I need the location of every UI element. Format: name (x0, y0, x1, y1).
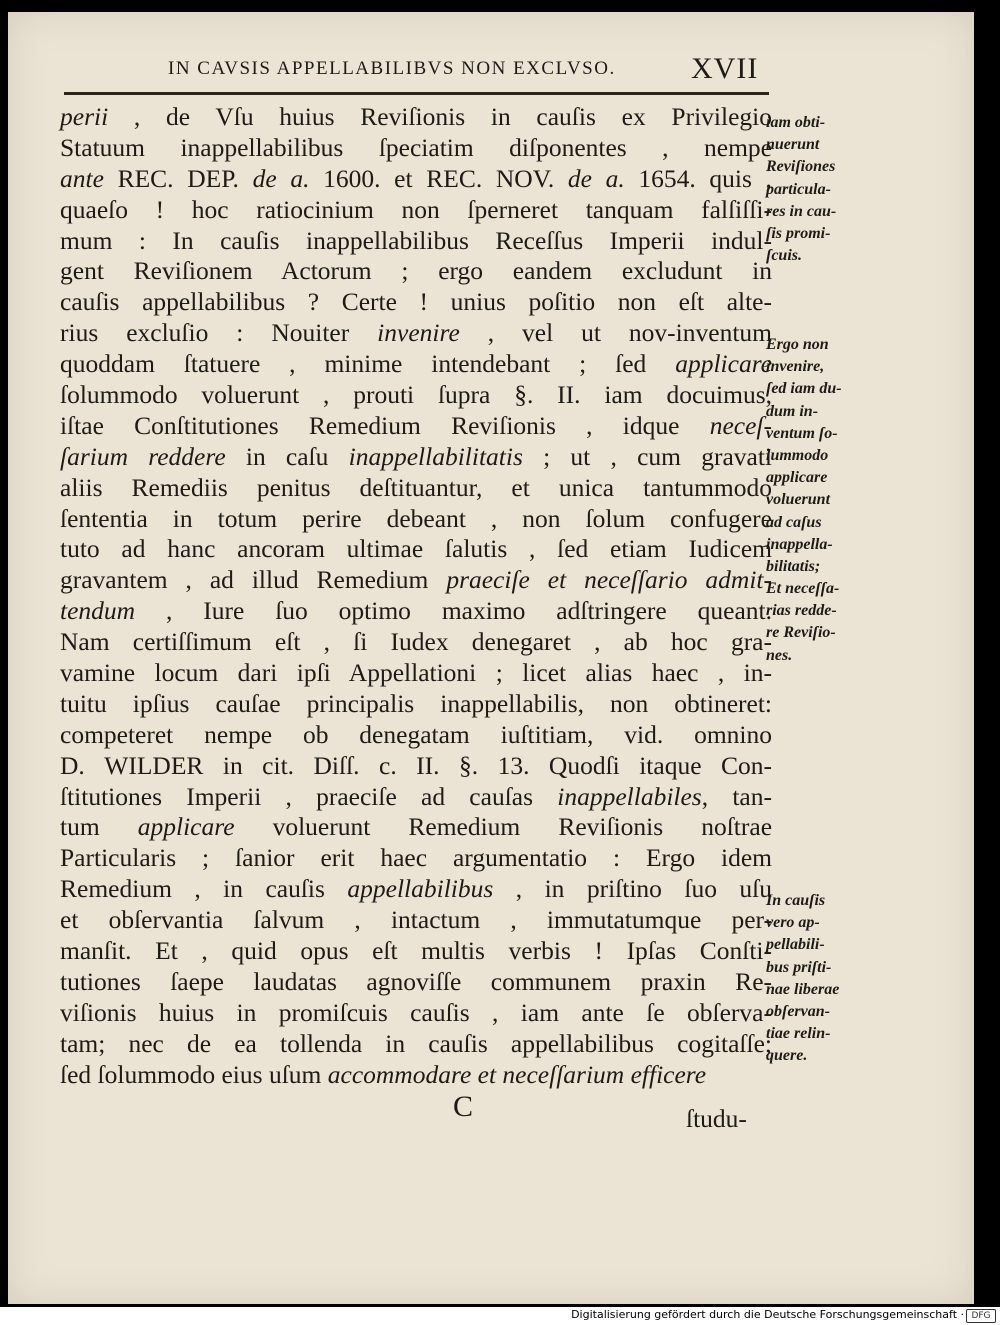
text-run: ſtitutiones Imperii , praeciſe ad cauſas (60, 781, 558, 811)
italic-run: applicare (137, 812, 235, 842)
text-line (60, 411, 772, 442)
text-run: , vel ut nov-inventum (459, 318, 772, 348)
text-run: tuitu ipſius cauſae principalis inappellabilis, non obtineret: (60, 688, 772, 718)
text-line (60, 349, 772, 380)
text-line (60, 226, 772, 257)
text-line (60, 936, 772, 967)
marginal-note-line: nuerunt (766, 136, 820, 154)
marginal-note-line: ſed iam du- (766, 380, 842, 398)
book-page (8, 12, 974, 1304)
text-line (60, 1060, 772, 1091)
text-line (60, 596, 772, 627)
marginal-note-line: lummodo (766, 446, 829, 464)
text-run: WILDER (104, 750, 204, 780)
text-line (60, 658, 772, 689)
text-run: Nam certiſſimum eſt , ſi Iudex denegaret , ab hoc gra- (60, 627, 772, 657)
running-head: IN CAVSIS APPELLABILIBVS NON EXCLVSO. (168, 58, 616, 79)
text-run: , Iure ſuo optimo maximo adſtringere queant. (135, 596, 772, 626)
italic-run: de a. (252, 163, 310, 193)
text-line (60, 905, 772, 936)
text-run: gent Reviſionem Actorum ; ergo eandem excludunt in (60, 256, 772, 286)
text-run: REC. NOV. (426, 163, 568, 193)
text-line (60, 751, 772, 782)
text-run: vamine locum dari ipſi Appellationi ; licet alias haec , in- (60, 658, 772, 688)
text-run: voluerunt Remedium Reviſionis noſtrae (234, 812, 773, 842)
italic-run: de a. (567, 163, 625, 193)
text-run: 1600. et (309, 163, 427, 193)
text-run: , de Vſu huius Reviſionis in cauſis ex Privilegio (108, 102, 772, 131)
marginal-note-line: ad caſus (766, 513, 822, 531)
text-run: , in priſtino ſuo uſu (493, 874, 772, 904)
marginal-note-line: Ergo non (766, 336, 829, 353)
text-line (60, 689, 772, 720)
marginal-note-line: particula- (766, 180, 831, 198)
text-line (60, 256, 772, 287)
text-line (60, 782, 772, 813)
marginal-note-line: ſcuis. (766, 247, 802, 265)
text-run: manſit. Et , quid opus eſt multis verbis ! Ipſas Conſti- (60, 936, 772, 966)
text-run: 1654. quis , (624, 163, 772, 193)
marginal-note-line: quere. (766, 1047, 808, 1065)
marginal-note-line: tiae relin- (766, 1025, 831, 1043)
text-run: REC. DEP. (103, 163, 253, 193)
body-text (60, 102, 772, 1091)
marginal-note-line: voluerunt (766, 491, 831, 509)
text-run: competeret nempe ob denegatam iuſtitiam, vid. omnino (60, 719, 772, 749)
italic-run: inappellabiles (557, 781, 702, 811)
marginal-note-line: inappella- (766, 535, 833, 553)
italic-run: neceſ- (709, 410, 772, 440)
text-run: ſolummodo voluerunt , prouti ſupra §. II. iam docuimus, (60, 380, 772, 410)
text-run: iſtae Conſtitutiones Remedium Reviſionis , idque (60, 410, 710, 440)
text-line (60, 287, 772, 318)
marginal-note-line: res in cau- (766, 202, 837, 220)
text-run: in cit. Diſſ. c. II. §. 13. Quodſi itaque Con- (203, 750, 772, 780)
text-line (60, 195, 772, 226)
marginal-note-line: bilitatis; (766, 557, 821, 575)
text-line (60, 998, 772, 1029)
text-run: ſed ſolummodo eius uſum (60, 1059, 328, 1089)
text-line (60, 720, 772, 751)
text-line (60, 812, 772, 843)
marginal-note-line: re Reviſio- (766, 624, 836, 642)
italic-run: appellabilibus (347, 874, 494, 904)
italic-run: invenire (377, 318, 460, 348)
text-run: quaeſo ! hoc ratiocinium non ſperneret tanquam falſiſſi- (60, 194, 772, 224)
marginal-note-line: applicare (766, 469, 828, 487)
marginal-note-line: iam obti- (766, 114, 826, 131)
text-line (60, 164, 772, 195)
catchword: ſtudu- (686, 1104, 747, 1133)
italic-run: praeciſe et neceſſario admit- (446, 565, 772, 595)
marginal-note-line: nae liberae (766, 980, 840, 998)
text-run: et obſervantia ſalvum , intactum , immutatumque per- (60, 905, 772, 935)
marginal-note (766, 890, 876, 1068)
italic-run: ante (60, 163, 104, 193)
text-run: Statuum inappellabilibus ſpeciatim diſponentes , nempe (60, 132, 772, 162)
text-run: rius excluſio : Nouiter (60, 318, 378, 348)
marginal-note-line: invenire, (766, 358, 825, 376)
text-run: viſionis huius in promiſcuis cauſis , iam ante ſe obſerva- (60, 997, 772, 1027)
marginal-note-line: Reviſiones (766, 158, 836, 176)
text-run: D. (60, 750, 105, 780)
text-line (60, 318, 772, 349)
italic-run: inappellabilitatis (348, 441, 523, 471)
marginal-note-line: nes. (766, 646, 793, 664)
text-line (60, 102, 772, 133)
italic-run: tendum (60, 596, 136, 626)
text-line (60, 565, 772, 596)
text-run: tam; nec de ea tollenda in cauſis appellabilibus cogitaſſe; (60, 1028, 772, 1058)
marginal-note (766, 112, 876, 267)
dfg-logo: DFG (966, 1309, 996, 1323)
text-line (60, 843, 772, 874)
text-line (60, 1029, 772, 1060)
signature-mark: C (453, 1090, 474, 1123)
marginal-note-line: rias redde- (766, 602, 837, 620)
marginal-note-line: In cauſis (766, 892, 826, 909)
text-line (60, 967, 772, 998)
text-line (60, 504, 772, 535)
text-line (60, 442, 772, 473)
text-run: tuto ad hanc ancoram ultimae ſalutis , ſed etiam Iudicem (60, 534, 772, 564)
header-rule (64, 92, 769, 95)
text-line (60, 874, 772, 905)
text-run: aliis Remediis penitus deſtituantur, et unica tantummodo (60, 472, 772, 502)
text-line (60, 133, 772, 164)
italic-run: perii (60, 102, 109, 131)
text-run: in caſu (225, 441, 349, 471)
text-line (60, 534, 772, 565)
marginal-note-line: bus priſti- (766, 958, 832, 976)
italic-run: applicare (675, 349, 772, 379)
marginal-note-line: vero ap- (766, 914, 820, 932)
marginal-note-line: obſervan- (766, 1002, 830, 1020)
text-run: Particularis ; ſanior erit haec argumentatio : Ergo idem (60, 843, 772, 873)
italic-run: accommodare et neceſſarium efficere (327, 1059, 707, 1089)
marginal-note-line: dum in- (766, 402, 819, 420)
text-run: tutiones ſaepe laudatas agnoviſſe communem praxin Re- (60, 966, 772, 996)
marginal-note (766, 334, 876, 667)
marginal-note-line: pellabili- (766, 936, 825, 954)
digitization-credit: Digitalisierung gefördert durch die Deutsche Forschungsgemeinschaft · (571, 1308, 964, 1321)
marginal-note-line: ſis promi- (766, 224, 831, 242)
text-line (60, 380, 772, 411)
text-run: gravantem , ad illud Remedium (60, 565, 447, 595)
text-run: quoddam ſtatuere , minime intendebant ; ſed (60, 349, 676, 379)
text-run: , tan- (701, 781, 772, 811)
text-line (60, 473, 772, 504)
text-run: ſententia in totum perire debeant , non ſolum confugere (60, 503, 772, 533)
text-line (60, 627, 772, 658)
text-run: cauſis appellabilibus ? Certe ! unius poſitio non eſt alte- (60, 287, 772, 317)
text-run: ; ut , cum gravati (522, 441, 772, 471)
text-run: Remedium , in cauſis (60, 874, 348, 904)
marginal-note-line: ventum ſo- (766, 424, 838, 442)
text-run: tum (60, 812, 138, 842)
page-number: XVII (691, 52, 759, 85)
marginal-note-line: Et neceſſa- (766, 580, 840, 598)
text-run: mum : In cauſis inappellabilibus Receſſus Imperii indul- (60, 225, 772, 255)
italic-run: ſarium reddere (60, 441, 226, 471)
